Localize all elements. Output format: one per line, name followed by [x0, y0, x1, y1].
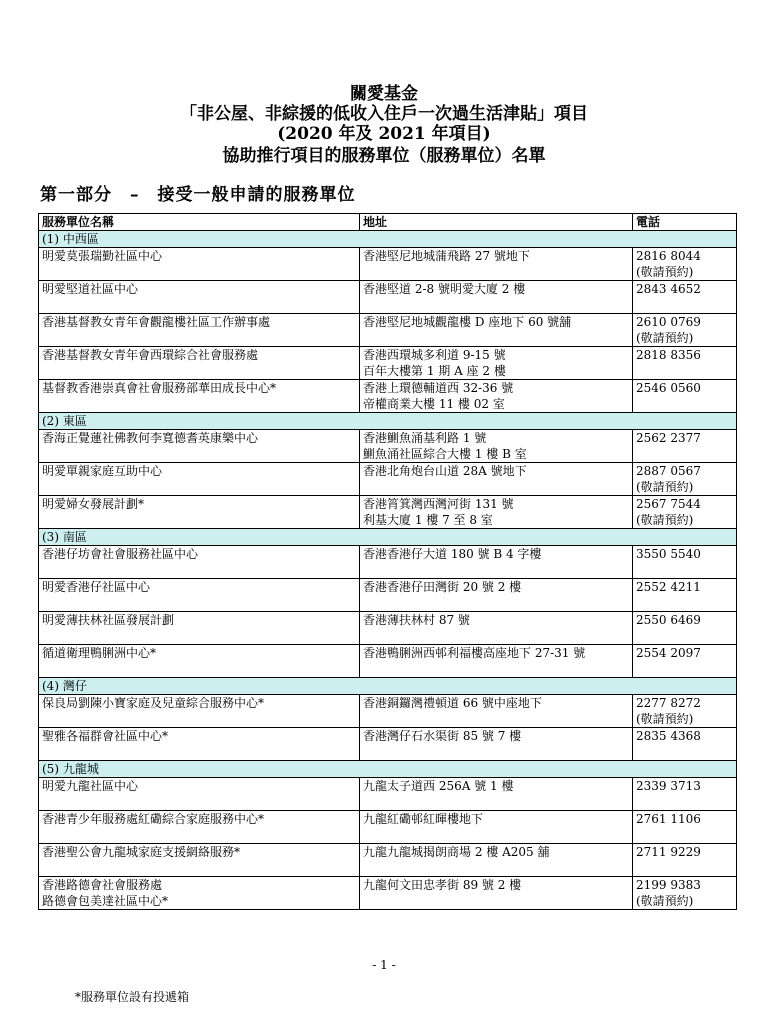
header-title-1: 關愛基金 — [350, 84, 418, 104]
table-row — [39, 380, 737, 413]
region-row — [39, 529, 737, 546]
cell-address-line: 香港堅尼地城蒲飛路 27 號地下 — [363, 249, 530, 263]
cell-phone — [633, 695, 737, 728]
cell-phone — [633, 546, 737, 579]
cell-address-line: 香港上環德輔道西 32-36 號 — [363, 381, 514, 395]
cell-address — [360, 546, 633, 579]
cell-address-line: 香港北角炮台山道 28A 號地下 — [363, 464, 527, 478]
cell-phone-line: 2818 8356 — [636, 348, 701, 362]
cell-name-line: 聖雅各福群會社區中心* — [42, 729, 169, 743]
table-row — [39, 463, 737, 496]
header-title-2: 「非公屋、非綜援的低收入住戶一次過生活津貼」項目 — [180, 104, 588, 124]
cell-phone-line: (敬請預約) — [636, 712, 694, 726]
cell-phone — [633, 728, 737, 761]
cell-name-line: 香港仔坊會社會服務社區中心 — [42, 547, 199, 561]
cell-name — [39, 546, 360, 579]
cell-address — [360, 314, 633, 347]
cell-address-line: 九龍紅磡邨紅暉樓地下 — [363, 812, 484, 826]
table-row — [39, 430, 737, 463]
cell-address — [360, 347, 633, 380]
column-header-address: 地址 — [360, 214, 633, 231]
table-row — [39, 281, 737, 314]
cell-address-line: 香港灣仔石水渠街 85 號 7 樓 — [363, 729, 522, 743]
cell-address — [360, 877, 633, 910]
cell-name — [39, 314, 360, 347]
cell-phone-line: 2887 0567 — [636, 464, 701, 478]
header-title-3: (2020 年及 2021 年項目) — [277, 124, 491, 144]
cell-phone-line: 2550 6469 — [636, 613, 701, 627]
cell-name — [39, 778, 360, 811]
cell-phone-line: (敬請預約) — [636, 513, 694, 527]
region-row — [39, 231, 737, 248]
cell-phone-line: 2277 8272 — [636, 696, 701, 710]
cell-name-line: 香海正覺蓮社佛教何李寬德耆英康樂中心 — [42, 431, 259, 445]
cell-address-line: 香港銅鑼灣禮頓道 66 號中座地下 — [363, 696, 542, 710]
cell-address — [360, 496, 633, 529]
cell-address-line: 香港香港仔田灣街 20 號 2 樓 — [363, 580, 522, 594]
cell-name — [39, 728, 360, 761]
cell-phone — [633, 496, 737, 529]
cell-phone-line: (敬請預約) — [636, 894, 694, 908]
table-row — [39, 778, 737, 811]
cell-name — [39, 811, 360, 844]
cell-phone — [633, 645, 737, 678]
cell-address — [360, 248, 633, 281]
cell-address-line: 九龍太子道西 256A 號 1 樓 — [363, 779, 514, 793]
cell-name — [39, 844, 360, 877]
cell-address — [360, 695, 633, 728]
region-row — [39, 678, 737, 695]
table-row — [39, 612, 737, 645]
cell-name — [39, 347, 360, 380]
cell-phone — [633, 430, 737, 463]
cell-phone-line: 3550 5540 — [636, 547, 701, 561]
region-label: (4) 灣仔 — [39, 678, 737, 695]
region-label: (1) 中西區 — [39, 231, 737, 248]
cell-phone-line: 2199 9383 — [636, 878, 701, 892]
cell-name-line: 明愛婦女發展計劃* — [42, 497, 145, 511]
region-row — [39, 761, 737, 778]
footnote: *服務單位設有投遞箱 — [75, 990, 190, 1004]
cell-phone — [633, 380, 737, 413]
cell-phone — [633, 877, 737, 910]
service-unit-table — [38, 213, 737, 910]
cell-name-line: 香港聖公會九龍城家庭支援網絡服務* — [42, 845, 241, 859]
cell-address-line: 香港堅尼地城觀龍樓 D 座地下 60 號舖 — [363, 315, 572, 329]
cell-address — [360, 778, 633, 811]
cell-address-line: 百年大樓第 1 期 A 座 2 樓 — [363, 364, 506, 378]
cell-name-line: 香港路德會社會服務處 — [42, 878, 163, 892]
cell-name — [39, 248, 360, 281]
cell-phone-line: (敬請預約) — [636, 265, 694, 279]
cell-phone — [633, 314, 737, 347]
header-title-4: 協助推行項目的服務單位（服務單位）名單 — [222, 146, 546, 166]
region-label: (3) 南區 — [39, 529, 737, 546]
cell-name-line: 明愛薄扶林社區發展計劃 — [42, 613, 175, 627]
cell-phone-line: 2835 4368 — [636, 729, 701, 743]
cell-name — [39, 645, 360, 678]
cell-phone — [633, 811, 737, 844]
cell-name — [39, 496, 360, 529]
cell-phone — [633, 579, 737, 612]
cell-address — [360, 380, 633, 413]
cell-address-line: 香港西環城多利道 9-15 號 — [363, 348, 506, 362]
cell-address-line: 利基大廈 1 樓 7 至 8 室 — [363, 513, 493, 527]
cell-phone-line: (敬請預約) — [636, 480, 694, 494]
cell-address-line: 香港薄扶林村 87 號 — [363, 613, 470, 627]
table-row — [39, 314, 737, 347]
cell-name-line: 明愛堅道社區中心 — [42, 282, 139, 296]
table-row — [39, 347, 737, 380]
cell-name — [39, 463, 360, 496]
cell-name-line: 明愛單親家庭互助中心 — [42, 464, 163, 478]
column-header-phone: 電話 — [633, 214, 737, 231]
table-row — [39, 579, 737, 612]
cell-address-line: 香港筲箕灣西灣河街 131 號 — [363, 497, 514, 511]
table-row — [39, 844, 737, 877]
cell-name-line: 香港基督教女青年會西環綜合社會服務處 — [42, 348, 259, 362]
cell-phone-line: 2567 7544 — [636, 497, 701, 511]
cell-name — [39, 430, 360, 463]
cell-address — [360, 612, 633, 645]
cell-phone-line: 2552 4211 — [636, 580, 701, 594]
cell-name — [39, 380, 360, 413]
cell-address — [360, 811, 633, 844]
cell-address — [360, 463, 633, 496]
cell-phone-line: (敬請預約) — [636, 331, 694, 345]
cell-name-line: 路德會包美達社區中心* — [42, 894, 169, 908]
cell-phone-line: 2554 2097 — [636, 646, 701, 660]
table-row — [39, 645, 737, 678]
cell-address-line: 鰂魚涌社區綜合大樓 1 樓 B 室 — [363, 447, 527, 461]
table-row — [39, 496, 737, 529]
cell-address — [360, 844, 633, 877]
cell-phone-line: 2711 9229 — [636, 845, 701, 859]
cell-phone-line: 2761 1106 — [636, 812, 701, 826]
cell-address — [360, 430, 633, 463]
cell-address-line: 九龍何文田忠孝街 89 號 2 樓 — [363, 878, 522, 892]
cell-phone — [633, 248, 737, 281]
cell-phone — [633, 347, 737, 380]
section-title: 第一部分 – 接受一般申請的服務單位 — [40, 185, 356, 205]
cell-phone-line: 2339 3713 — [636, 779, 701, 793]
cell-address — [360, 579, 633, 612]
cell-address-line: 香港堅道 2-8 號明愛大廈 2 樓 — [363, 282, 526, 296]
cell-address-line: 九龍九龍城揭朗商場 2 樓 A205 舖 — [363, 845, 550, 859]
cell-phone-line: 2843 4652 — [636, 282, 701, 296]
cell-address — [360, 728, 633, 761]
cell-name-line: 基督教香港崇真會社會服務部華田成長中心* — [42, 381, 277, 395]
cell-phone-line: 2562 2377 — [636, 431, 701, 445]
cell-address-line: 香港鰂魚涌基利路 1 號 — [363, 431, 487, 445]
region-label: (5) 九龍城 — [39, 761, 737, 778]
region-label: (2) 東區 — [39, 413, 737, 430]
cell-phone-line: 2816 8044 — [636, 249, 701, 263]
cell-name-line: 循道衛理鴨脷洲中心* — [42, 646, 157, 660]
cell-name-line: 香港青少年服務處紅磡綜合家庭服務中心* — [42, 812, 265, 826]
cell-phone — [633, 612, 737, 645]
cell-name-line: 保良局劉陳小寶家庭及兒童綜合服務中心* — [42, 696, 265, 710]
cell-phone — [633, 844, 737, 877]
region-row — [39, 413, 737, 430]
cell-phone-line: 2546 0560 — [636, 381, 701, 395]
cell-phone-line: 2610 0769 — [636, 315, 701, 329]
cell-address-line: 帝權商業大樓 11 樓 02 室 — [363, 397, 505, 411]
cell-phone — [633, 281, 737, 314]
cell-address — [360, 645, 633, 678]
column-header-name: 服務單位名稱 — [39, 214, 360, 231]
cell-name — [39, 877, 360, 910]
cell-name-line: 香港基督教女青年會觀龍樓社區工作辦事處 — [42, 315, 271, 329]
cell-name-line: 明愛莫張瑞勤社區中心 — [42, 249, 163, 263]
page-number: - 1 - — [372, 958, 396, 972]
cell-name — [39, 612, 360, 645]
cell-address-line: 香港鴨脷洲西邨利福樓高座地下 27-31 號 — [363, 646, 586, 660]
cell-name-line: 明愛九龍社區中心 — [42, 779, 139, 793]
table-row — [39, 811, 737, 844]
cell-address — [360, 281, 633, 314]
table-row — [39, 695, 737, 728]
table-row — [39, 248, 737, 281]
cell-name — [39, 281, 360, 314]
cell-name — [39, 579, 360, 612]
cell-name — [39, 695, 360, 728]
table-row — [39, 728, 737, 761]
table-header-row — [39, 214, 737, 231]
cell-name-line: 明愛香港仔社區中心 — [42, 580, 151, 594]
table-row — [39, 877, 737, 910]
cell-phone — [633, 463, 737, 496]
cell-address-line: 香港香港仔大道 180 號 B 4 字樓 — [363, 547, 542, 561]
table-row — [39, 546, 737, 579]
cell-phone — [633, 778, 737, 811]
